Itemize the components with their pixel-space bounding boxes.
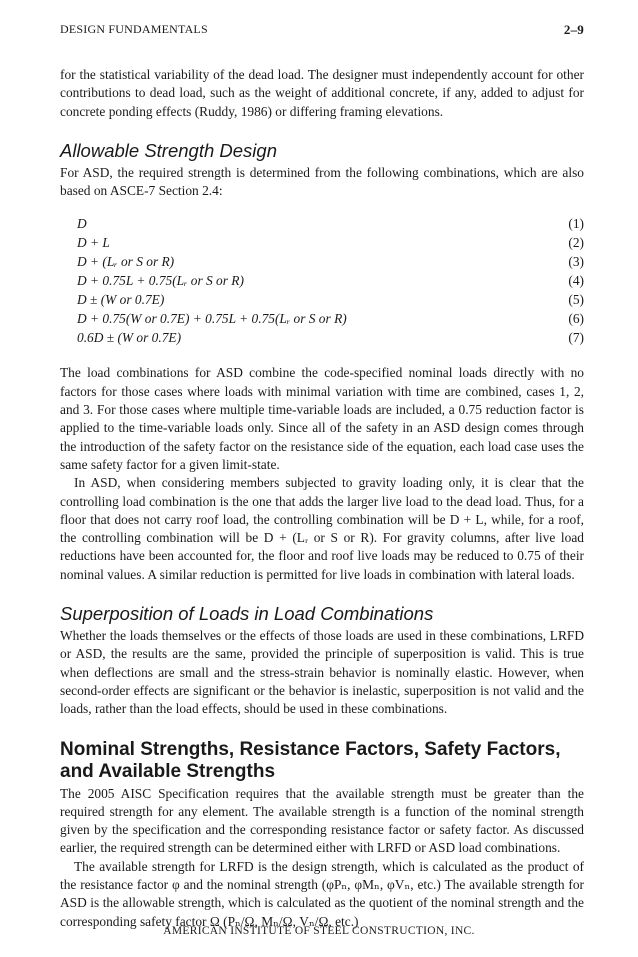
load-combination [60,290,584,309]
asd-paragraph-1: The load combinations for ASD combine the code-specified nominal loads directly with no factors for those cases where loads with minimal variation with time are combined, cases 1, 2, and 3. For those cases where multiple time-variable loads are included, a 0.75 reduction factor is applied to the time-variable loads only. Since all of the safety in an ASD design comes through the introduction of the safety factor on the resistance side of the equation, each load case uses the same safety factor for a given limit-state. [60,365,584,472]
section-title: DESIGN FUNDAMENTALS [60,22,208,36]
nominal-paragraph-2: The available strength for LRFD is the design strength, which is calculated as the product of the resistance factor φ and the nominal strength (φPₙ, φMₙ, φVₙ, etc.) The available strength for ASD is the allowable strength, which is calculated as the quotient of the nominal strength and the corresponding safety factor Ω (Pₙ/Ω, Mₙ/Ω, Vₙ/Ω, etc.) [60,858,584,929]
load-combination [60,271,584,290]
equation-number: (7) [568,330,584,346]
equation-number: (3) [568,254,584,270]
superposition-heading: Superposition of Loads in Load Combinations [60,603,434,625]
equation-expression: D + L [77,235,110,251]
equation-expression: D ± (W or 0.7E) [77,292,165,308]
page-number: 2–9 [563,22,584,37]
load-combination [60,309,584,328]
equation-number: (1) [568,216,584,232]
equation-expression: D + 0.75(W or 0.7E) + 0.75L + 0.75(Lᵣ or S or R) [77,311,347,327]
nominal-strengths-heading: Nominal Strengths, Resistance Factors, Safety Factors, and Available Strengths [60,738,561,782]
asd-lead-paragraph: For ASD, the required strength is determined from the following combinations, which are also based on ASCE-7 Section 2.4: [60,164,584,199]
load-combination [60,214,584,233]
equation-number: (4) [568,273,584,289]
equation-expression: D + 0.75L + 0.75(Lᵣ or S or R) [77,273,244,289]
asd-paragraph-2: In ASD, when considering members subjected to gravity loading only, it is clear that the controlling load combination is the one that adds the larger live load to the dead load. Thus, for a floor that does not carry roof load, the controlling combination will be D + L, while, for a roof, the controlling combination will be D + (Lᵣ or S or R). For gravity columns, after live load reductions have been accounted for, the floor and roof live loads may be reduced to 0.75 of their nominal values. A similar reduction is permitted for live loads in combination with lateral loads. [60,475,584,582]
nominal-paragraph-1: The 2005 AISC Specification requires that the available strength must be greater than the required strength for any element. The available strength is a function of the nominal strength given by the specification and the corresponding resistance factor or safety factor. As discussed earlier, the required strength can be determined either with LRFD or ASD load combinations. [60,785,584,856]
equation-expression: 0.6D ± (W or 0.7E) [77,330,182,346]
load-combination [60,328,584,347]
load-combination [60,252,584,271]
intro-paragraph: for the statistical variability of the dead load. The designer must independently account for other contributions to dead load, such as the weight of additional concrete, if any, added to adjust for concrete ponding effects (Ruddy, 1986) or differing framing elevations. [60,67,584,119]
equation-expression: D + (Lᵣ or S or R) [77,254,175,270]
load-combination-list [60,214,584,347]
publisher-footer: AMERICAN INSTITUTE OF STEEL CONSTRUCTION, INC. [163,925,475,937]
equation-number: (5) [568,292,584,308]
asd-heading: Allowable Strength Design [60,139,277,161]
equation-number: (6) [568,311,584,327]
load-combination [60,233,584,252]
page-content [60,66,584,931]
equation-number: (2) [568,235,584,251]
superposition-paragraph: Whether the loads themselves or the effects of those loads are used in these combinations, LRFD or ASD, the results are the same, provided the principle of superposition is valid. This is true when deflections are small and the stress-strain behavior is nominally elastic. However, when second-order effects are significant or the behavior is inelastic, superposition is not valid and the loads, rather than the load effects, should be used in these combinations. [60,628,584,717]
equation-expression: D [77,216,87,232]
